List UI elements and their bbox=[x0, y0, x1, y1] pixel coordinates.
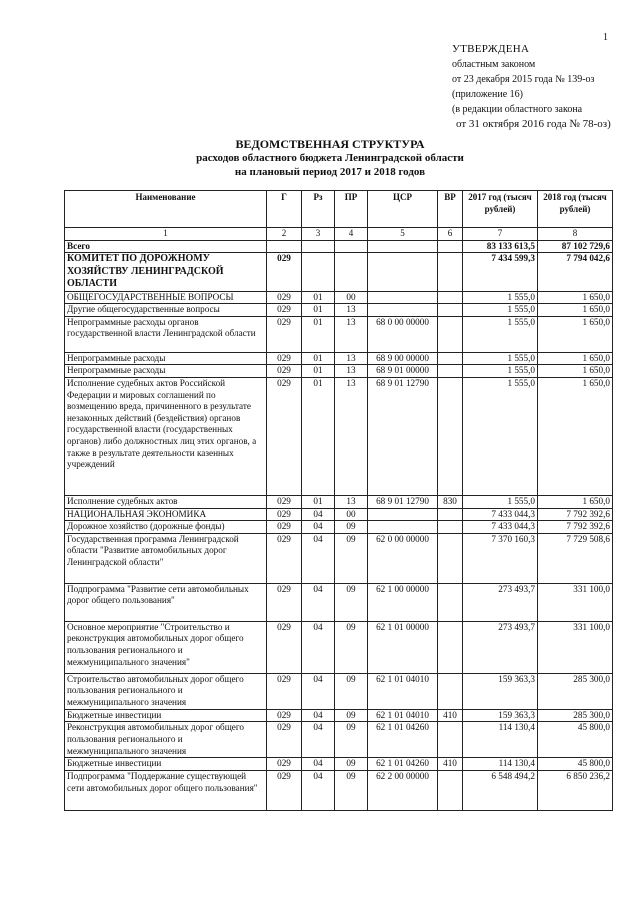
table-row bbox=[65, 240, 613, 253]
cell-g: 029 bbox=[267, 533, 302, 583]
cell-pr bbox=[335, 240, 368, 253]
approval-line-1: областным законом bbox=[452, 59, 536, 70]
cell-pr: 00 bbox=[335, 508, 368, 521]
cell-v2018: 6 850 236,2 bbox=[538, 771, 613, 811]
cell-g: 029 bbox=[267, 583, 302, 621]
cell-csr: 68 0 00 00000 bbox=[368, 316, 438, 352]
cell-pr bbox=[335, 253, 368, 292]
cell-vr bbox=[438, 253, 463, 292]
cell-pr: 09 bbox=[335, 583, 368, 621]
cell-vr: 830 bbox=[438, 496, 463, 509]
document-title bbox=[150, 137, 510, 179]
cell-rz: 04 bbox=[302, 673, 335, 709]
cell-pr: 09 bbox=[335, 673, 368, 709]
cell-pr: 13 bbox=[335, 304, 368, 317]
cell-vr bbox=[438, 521, 463, 534]
cell-v2018: 1 650,0 bbox=[538, 304, 613, 317]
cell-g: 029 bbox=[267, 722, 302, 758]
cell-v2017: 1 555,0 bbox=[463, 352, 538, 365]
index-cell: 7 bbox=[463, 228, 538, 241]
table-row bbox=[65, 496, 613, 509]
header-pr: ПР bbox=[335, 191, 368, 228]
cell-g: 029 bbox=[267, 496, 302, 509]
cell-name: Непрограммные расходы bbox=[65, 365, 267, 378]
column-index-row bbox=[65, 228, 613, 241]
header-rz: Рз bbox=[302, 191, 335, 228]
cell-name: Подпрограмма "Развитие сети автомобильных дорог общего пользования" bbox=[65, 583, 267, 621]
cell-pr: 13 bbox=[335, 378, 368, 496]
cell-csr bbox=[368, 291, 438, 304]
cell-g: 029 bbox=[267, 673, 302, 709]
table-row bbox=[65, 583, 613, 621]
cell-v2018: 1 650,0 bbox=[538, 316, 613, 352]
approval-line-4: (в редакции областного закона bbox=[452, 104, 583, 115]
cell-name: Непрограммные расходы bbox=[65, 352, 267, 365]
cell-rz: 01 bbox=[302, 365, 335, 378]
table-row bbox=[65, 304, 613, 317]
cell-vr bbox=[438, 508, 463, 521]
table-row bbox=[65, 365, 613, 378]
table-row bbox=[65, 722, 613, 758]
cell-rz: 04 bbox=[302, 508, 335, 521]
cell-v2017: 1 555,0 bbox=[463, 304, 538, 317]
cell-v2018: 1 650,0 bbox=[538, 365, 613, 378]
cell-g bbox=[267, 240, 302, 253]
table-body bbox=[65, 228, 613, 811]
cell-rz: 01 bbox=[302, 352, 335, 365]
cell-g: 029 bbox=[267, 253, 302, 292]
table-row bbox=[65, 673, 613, 709]
cell-rz bbox=[302, 253, 335, 292]
cell-name: Подпрограмма "Поддержание существующей сети автомобильных дорог общего пользования" bbox=[65, 771, 267, 811]
cell-name: Реконструкция автомобильных дорог общего пользования регионального и межмуниципального значения bbox=[65, 722, 267, 758]
cell-pr: 13 bbox=[335, 496, 368, 509]
cell-csr: 68 9 00 00000 bbox=[368, 352, 438, 365]
cell-v2017: 1 555,0 bbox=[463, 496, 538, 509]
cell-v2017: 114 130,4 bbox=[463, 758, 538, 771]
cell-v2017: 1 555,0 bbox=[463, 291, 538, 304]
cell-g: 029 bbox=[267, 771, 302, 811]
cell-csr bbox=[368, 521, 438, 534]
cell-csr bbox=[368, 304, 438, 317]
header-2018: 2018 год (тысяч рублей) bbox=[538, 191, 613, 228]
cell-v2018: 7 792 392,6 bbox=[538, 508, 613, 521]
cell-rz: 04 bbox=[302, 621, 335, 673]
cell-csr: 62 1 01 00000 bbox=[368, 621, 438, 673]
index-cell: 5 bbox=[368, 228, 438, 241]
table-row bbox=[65, 621, 613, 673]
cell-name: Непрограммные расходы органов государственной власти Ленинградской области bbox=[65, 316, 267, 352]
cell-csr: 62 1 00 00000 bbox=[368, 583, 438, 621]
cell-v2017: 1 555,0 bbox=[463, 365, 538, 378]
approval-line-2: от 23 декабря 2015 года № 139-оз bbox=[452, 74, 595, 85]
table-row bbox=[65, 291, 613, 304]
cell-csr bbox=[368, 508, 438, 521]
cell-name: Бюджетные инвестиции bbox=[65, 758, 267, 771]
cell-v2018: 7 792 392,6 bbox=[538, 521, 613, 534]
cell-v2017: 7 433 044,3 bbox=[463, 508, 538, 521]
cell-vr bbox=[438, 304, 463, 317]
cell-g: 029 bbox=[267, 352, 302, 365]
cell-v2018: 1 650,0 bbox=[538, 378, 613, 496]
cell-vr bbox=[438, 365, 463, 378]
cell-name: НАЦИОНАЛЬНАЯ ЭКОНОМИКА bbox=[65, 508, 267, 521]
header-vr: ВР bbox=[438, 191, 463, 228]
title-line-3: на плановый период 2017 и 2018 годов bbox=[234, 166, 426, 178]
cell-rz: 04 bbox=[302, 722, 335, 758]
table-row bbox=[65, 709, 613, 722]
cell-v2017: 6 548 494,2 bbox=[463, 771, 538, 811]
cell-v2017: 273 493,7 bbox=[463, 621, 538, 673]
cell-v2017: 114 130,4 bbox=[463, 722, 538, 758]
cell-rz: 04 bbox=[302, 758, 335, 771]
cell-v2018: 7 794 042,6 bbox=[538, 253, 613, 292]
cell-pr: 09 bbox=[335, 709, 368, 722]
cell-v2018: 285 300,0 bbox=[538, 673, 613, 709]
cell-v2017: 273 493,7 bbox=[463, 583, 538, 621]
cell-g: 029 bbox=[267, 508, 302, 521]
cell-pr: 13 bbox=[335, 352, 368, 365]
table-row bbox=[65, 378, 613, 496]
table-row bbox=[65, 352, 613, 365]
cell-v2018: 7 729 508,6 bbox=[538, 533, 613, 583]
table-row bbox=[65, 758, 613, 771]
cell-v2018: 331 100,0 bbox=[538, 621, 613, 673]
cell-rz: 04 bbox=[302, 521, 335, 534]
cell-rz: 01 bbox=[302, 496, 335, 509]
title-line-2: расходов областного бюджета Ленинградской области bbox=[196, 152, 464, 164]
header-g: Г bbox=[267, 191, 302, 228]
cell-vr bbox=[438, 378, 463, 496]
cell-v2018: 331 100,0 bbox=[538, 583, 613, 621]
index-cell: 4 bbox=[335, 228, 368, 241]
cell-name: Исполнение судебных актов Российской Федерации и мировых соглашений по возмещению вреда, причиненного в результате незаконных действий (бездействия) органов государственной власти (государственных органов) либо должностных лиц этих органов, а также в результате деятельности казенных учреждений bbox=[65, 378, 267, 496]
cell-vr bbox=[438, 291, 463, 304]
table-row bbox=[65, 533, 613, 583]
cell-v2017: 7 433 044,3 bbox=[463, 521, 538, 534]
cell-pr: 13 bbox=[335, 365, 368, 378]
index-cell: 6 bbox=[438, 228, 463, 241]
header-csr: ЦСР bbox=[368, 191, 438, 228]
cell-name: Другие общегосударственные вопросы bbox=[65, 304, 267, 317]
cell-pr: 00 bbox=[335, 291, 368, 304]
cell-v2018: 285 300,0 bbox=[538, 709, 613, 722]
header-2017: 2017 год (тысяч рублей) bbox=[463, 191, 538, 228]
cell-v2018: 87 102 729,6 bbox=[538, 240, 613, 253]
cell-rz: 04 bbox=[302, 709, 335, 722]
cell-name: Дорожное хозяйство (дорожные фонды) bbox=[65, 521, 267, 534]
table-header-row bbox=[65, 191, 613, 228]
cell-name: Бюджетные инвестиции bbox=[65, 709, 267, 722]
cell-v2018: 45 800,0 bbox=[538, 722, 613, 758]
index-cell: 1 bbox=[65, 228, 267, 241]
cell-v2017: 1 555,0 bbox=[463, 316, 538, 352]
approval-block bbox=[452, 42, 611, 132]
cell-g: 029 bbox=[267, 758, 302, 771]
cell-v2017: 7 434 599,3 bbox=[463, 253, 538, 292]
cell-v2018: 1 650,0 bbox=[538, 496, 613, 509]
cell-vr bbox=[438, 240, 463, 253]
cell-rz: 04 bbox=[302, 771, 335, 811]
cell-g: 029 bbox=[267, 365, 302, 378]
cell-name: Всего bbox=[65, 240, 267, 253]
cell-rz bbox=[302, 240, 335, 253]
cell-pr: 09 bbox=[335, 621, 368, 673]
cell-g: 029 bbox=[267, 709, 302, 722]
cell-g: 029 bbox=[267, 621, 302, 673]
cell-v2017: 7 370 160,3 bbox=[463, 533, 538, 583]
index-cell: 3 bbox=[302, 228, 335, 241]
cell-csr: 68 9 01 12790 bbox=[368, 496, 438, 509]
cell-vr bbox=[438, 533, 463, 583]
cell-csr: 68 9 01 12790 bbox=[368, 378, 438, 496]
cell-g: 029 bbox=[267, 521, 302, 534]
index-cell: 2 bbox=[267, 228, 302, 241]
cell-pr: 13 bbox=[335, 316, 368, 352]
cell-v2017: 159 363,3 bbox=[463, 673, 538, 709]
cell-g: 029 bbox=[267, 304, 302, 317]
cell-v2018: 1 650,0 bbox=[538, 291, 613, 304]
cell-name: ОБЩЕГОСУДАРСТВЕННЫЕ ВОПРОСЫ bbox=[65, 291, 267, 304]
cell-g: 029 bbox=[267, 378, 302, 496]
cell-rz: 01 bbox=[302, 304, 335, 317]
cell-rz: 01 bbox=[302, 316, 335, 352]
table-row bbox=[65, 316, 613, 352]
cell-v2017: 159 363,3 bbox=[463, 709, 538, 722]
cell-name: Строительство автомобильных дорог общего пользования регионального и межмуниципального значения bbox=[65, 673, 267, 709]
cell-pr: 09 bbox=[335, 521, 368, 534]
cell-csr: 62 1 01 04260 bbox=[368, 758, 438, 771]
cell-vr bbox=[438, 316, 463, 352]
cell-vr: 410 bbox=[438, 758, 463, 771]
table-row bbox=[65, 508, 613, 521]
approval-line-5: от 31 октября 2016 года № 78-оз) bbox=[456, 118, 611, 130]
cell-name: Основное мероприятие "Строительство и реконструкция автомобильных дорог общего пользования регионального и межмуниципального значения" bbox=[65, 621, 267, 673]
cell-csr: 62 1 01 04260 bbox=[368, 722, 438, 758]
cell-g: 029 bbox=[267, 291, 302, 304]
cell-vr bbox=[438, 583, 463, 621]
budget-table bbox=[64, 190, 613, 811]
cell-name: Государственная программа Ленинградской области "Развитие автомобильных дорог Ленинградской области" bbox=[65, 533, 267, 583]
cell-vr bbox=[438, 673, 463, 709]
cell-v2017: 1 555,0 bbox=[463, 378, 538, 496]
cell-rz: 01 bbox=[302, 291, 335, 304]
approval-line-3: (приложение 16) bbox=[452, 89, 523, 100]
cell-name: КОМИТЕТ ПО ДОРОЖНОМУ ХОЗЯЙСТВУ ЛЕНИНГРАДСКОЙ ОБЛАСТИ bbox=[65, 253, 267, 292]
header-name: Наименование bbox=[65, 191, 267, 228]
cell-vr bbox=[438, 722, 463, 758]
cell-name: Исполнение судебных актов bbox=[65, 496, 267, 509]
cell-pr: 09 bbox=[335, 722, 368, 758]
cell-csr: 62 2 00 00000 bbox=[368, 771, 438, 811]
title-line-1: ВЕДОМСТВЕННАЯ СТРУКТУРА bbox=[235, 137, 425, 151]
table-row bbox=[65, 771, 613, 811]
cell-v2018: 1 650,0 bbox=[538, 352, 613, 365]
cell-pr: 09 bbox=[335, 771, 368, 811]
table-row bbox=[65, 521, 613, 534]
cell-pr: 09 bbox=[335, 533, 368, 583]
cell-csr bbox=[368, 240, 438, 253]
cell-pr: 09 bbox=[335, 758, 368, 771]
cell-rz: 04 bbox=[302, 533, 335, 583]
cell-rz: 01 bbox=[302, 378, 335, 496]
approval-title: УТВЕРЖДЕНА bbox=[452, 43, 530, 55]
cell-v2018: 45 800,0 bbox=[538, 758, 613, 771]
cell-vr bbox=[438, 352, 463, 365]
cell-vr bbox=[438, 621, 463, 673]
cell-v2017: 83 133 613,5 bbox=[463, 240, 538, 253]
cell-rz: 04 bbox=[302, 583, 335, 621]
index-cell: 8 bbox=[538, 228, 613, 241]
cell-vr bbox=[438, 771, 463, 811]
table-row bbox=[65, 253, 613, 292]
cell-vr: 410 bbox=[438, 709, 463, 722]
cell-csr: 62 1 01 04010 bbox=[368, 673, 438, 709]
cell-csr: 62 1 01 04010 bbox=[368, 709, 438, 722]
cell-csr: 62 0 00 00000 bbox=[368, 533, 438, 583]
cell-g: 029 bbox=[267, 316, 302, 352]
cell-csr bbox=[368, 253, 438, 292]
page-number: 1 bbox=[603, 32, 608, 43]
cell-csr: 68 9 01 00000 bbox=[368, 365, 438, 378]
